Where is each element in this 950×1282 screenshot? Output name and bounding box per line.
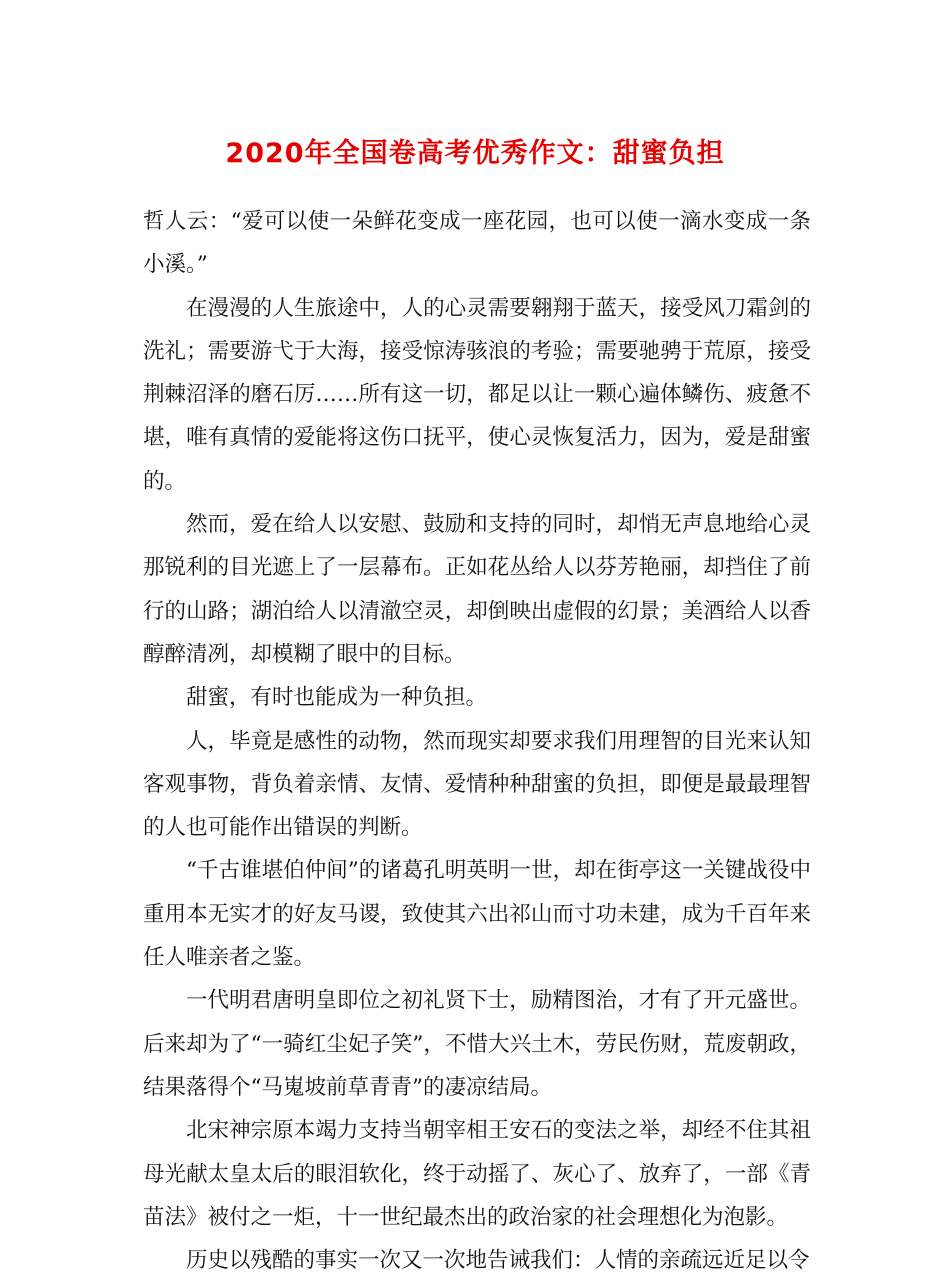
paragraph: 一代明君唐明皇即位之初礼贤下士，励精图治，才有了开元盛世。后来却为了“一骑红尘妃子笑”，不惜大兴土木，劳民伤财，荒废朝政，结果落得个“马嵬坡前草青青”的凄凉结局。 <box>143 988 811 1100</box>
document-title: 2020年全国卷高考优秀作文：甜蜜负担 <box>225 138 725 169</box>
paragraph-quote: 哲人云：“爱可以使一朵鲜花变成一座花园，也可以使一滴水变成一条小溪。” <box>143 209 811 278</box>
paragraph: “千古谁堪伯仲间”的诸葛孔明英明一世，却在街亭这一关键战役中重用本无实才的好友马谡，致使其六出祁山而寸功未建，成为千百年来任人唯亲者之鉴。 <box>143 858 811 971</box>
paragraph: 人，毕竟是感性的动物，然而现实却要求我们用理智的目光来认知客观事物，背负着亲情、友情、爱情种种甜蜜的负担，即便是最最理智的人也可能作出错误的判断。 <box>143 728 811 841</box>
paragraph: 历史以残酷的事实一次又一次地告诫我们：人情的亲疏远近足以令 <box>186 1248 810 1274</box>
paragraph: 北宋神宗原本竭力支持当朝宰相王安石的变法之举，却经不住其祖母光献太皇太后的眼泪软化，终于动摇了、灰心了、放弃了，一部《青苗法》被付之一炬，十一世纪最杰出的政治家的社会理想化为泡影。 <box>143 1118 811 1230</box>
paragraph: 甜蜜，有时也能成为一种负担。 <box>186 685 488 711</box>
document-body <box>143 200 811 1282</box>
paragraph: 然而，爱在给人以安慰、鼓励和支持的同时，却悄无声息地给心灵那锐利的目光遮上了一层幕布。正如花丛给人以芬芳艳丽，却挡住了前行的山路；湖泊给人以清澈空灵，却倒映出虚假的幻景；美酒给人以香醇醉清冽，却模糊了眼中的目标。 <box>143 512 811 667</box>
paragraph: 在漫漫的人生旅途中，人的心灵需要翱翔于蓝天，接受风刀霜剑的洗礼；需要游弋于大海，接受惊涛骇浪的考验；需要驰骋于荒原，接受荆棘沼泽的磨石厉……所有这一切，都足以让一颗心遍体鳞伤、疲惫不堪，唯有真情的爱能将这伤口抚平，使心灵恢复活力，因为，爱是甜蜜的。 <box>143 295 811 494</box>
